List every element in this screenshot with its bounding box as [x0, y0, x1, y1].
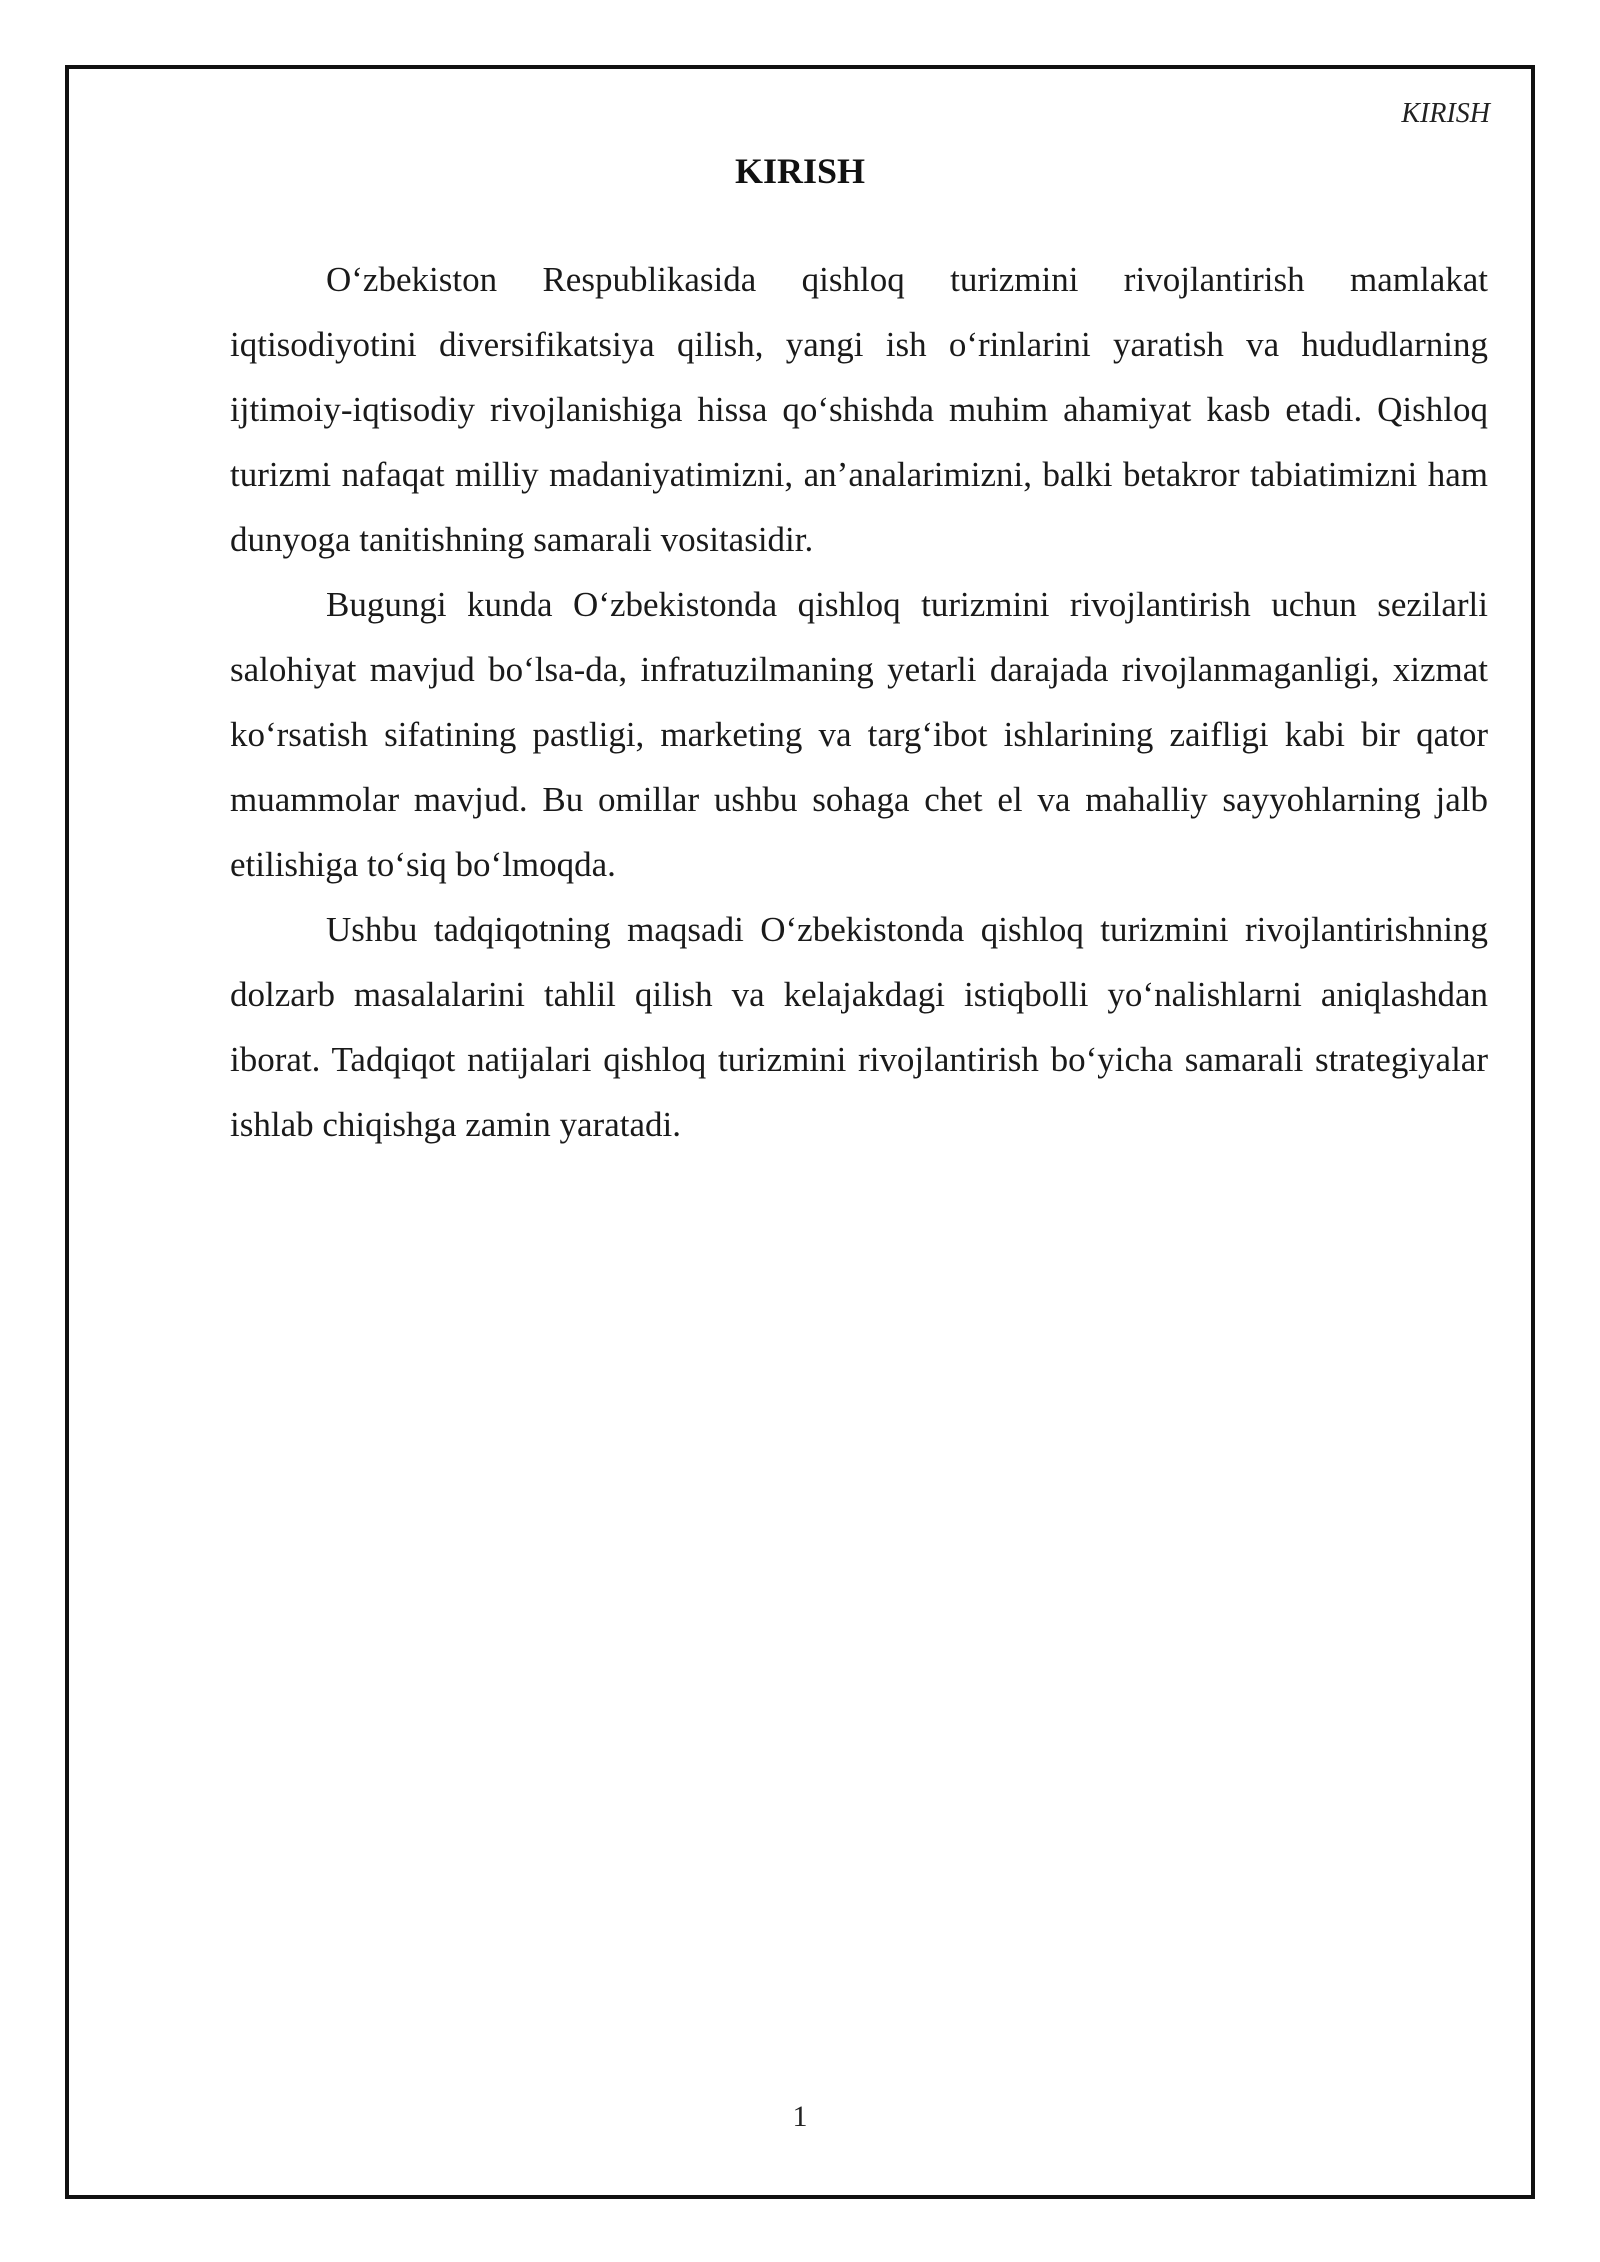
page-title: KIRISH	[734, 151, 866, 191]
running-header: KIRISH	[1401, 98, 1490, 129]
body-text	[230, 247, 1488, 1157]
page-number: 1	[792, 2100, 808, 2133]
paragraph: Ushbu tadqiqotning maqsadi O‘zbekistonda qishloq turizmini rivojlantirishning dolzarb masalalarini tahlil qilish va kelajakdagi istiqbolli yo‘nalishlarni aniqlashdan iborat. Tadqiqot natijalari qishloq turizmini rivojlantirish bo‘yicha samarali strategiyalar ishlab chiqishga zamin yaratadi.	[230, 910, 1488, 1144]
paragraph: O‘zbekiston Respublikasida qishloq turizmini rivojlantirish mamlakat iqtisodiyotini diversifikatsiya qilish, yangi ish o‘rinlarini yaratish va hududlarning ijtimoiy-iqtisodiy rivojlanishiga hissa qo‘shishda muhim ahamiyat kasb etadi. Qishloq turizmi nafaqat milliy madaniyatimizni, an’analarimizni, balki betakror tabiatimizni ham dunyoga tanitishning samarali vositasidir.	[230, 260, 1488, 559]
paragraph: Bugungi kunda O‘zbekistonda qishloq turizmini rivojlantirish uchun sezilarli salohiyat mavjud bo‘lsa-da, infratuzilmaning yetarli darajada rivojlanmaganligi, xizmat ko‘rsatish sifatining pastligi, marketing va targ‘ibot ishlarining zaifligi kabi bir qator muammolar mavjud. Bu omillar ushbu sohaga chet el va mahalliy sayyohlarning jalb etilishiga to‘siq bo‘lmoqda.	[230, 585, 1488, 884]
